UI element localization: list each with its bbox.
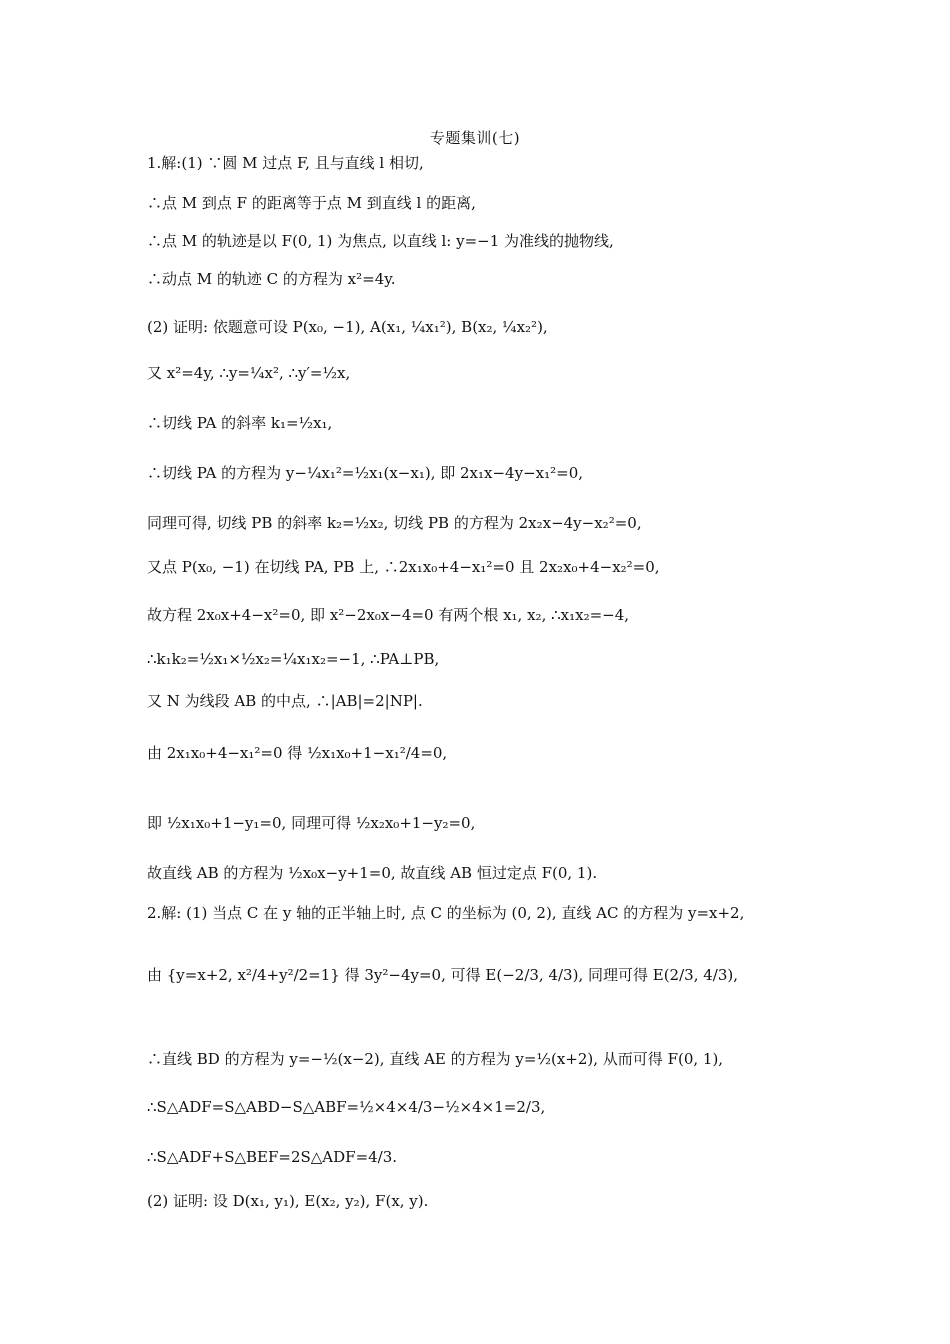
- text-line: 由 {y=x+2, x²/4+y²/2=1} 得 3y²−4y=0, 可得 E(−2/3, 4/3), 同理可得 E(2/3, 4/3),: [147, 966, 738, 984]
- text-line: 即 ½x₁x₀+1−y₁=0, 同理可得 ½x₂x₀+1−y₂=0,: [147, 814, 476, 832]
- page-title: 专题集训(七): [429, 129, 521, 147]
- text-line: (2) 证明: 依题意可设 P(x₀, −1), A(x₁, ¼x₁²), B(x₂, ¼x₂²),: [147, 318, 548, 336]
- text-line: ∴k₁k₂=½x₁×½x₂=¼x₁x₂=−1, ∴PA⊥PB,: [147, 650, 440, 668]
- text-line: ∴动点 M 的轨迹 C 的方程为 x²=4y.: [147, 270, 396, 288]
- text-line: ∴S△ADF=S△ABD−S△ABF=½×4×4/3−½×4×1=2/3,: [147, 1098, 546, 1116]
- text-line: 由 2x₁x₀+4−x₁²=0 得 ½x₁x₀+1−x₁²/4=0,: [147, 744, 448, 762]
- text-line: ∴直线 BD 的方程为 y=−½(x−2), 直线 AE 的方程为 y=½(x+2), 从而可得 F(0, 1),: [147, 1050, 724, 1068]
- text-line: 2.解: (1) 当点 C 在 y 轴的正半轴上时, 点 C 的坐标为 (0, 2), 直线 AC 的方程为 y=x+2,: [147, 904, 745, 922]
- text-line: 又点 P(x₀, −1) 在切线 PA, PB 上, ∴2x₁x₀+4−x₁²=0 且 2x₂x₀+4−x₂²=0,: [147, 558, 660, 576]
- text-line: 1.解:(1) ∵圆 M 过点 F, 且与直线 l 相切,: [147, 154, 424, 172]
- text-line: 又 x²=4y, ∴y=¼x², ∴y′=½x,: [147, 364, 351, 382]
- text-line: 故方程 2x₀x+4−x²=0, 即 x²−2x₀x−4=0 有两个根 x₁, x₂, ∴x₁x₂=−4,: [147, 606, 630, 624]
- text-line: 故直线 AB 的方程为 ½x₀x−y+1=0, 故直线 AB 恒过定点 F(0, 1).: [147, 864, 598, 882]
- text-line: 同理可得, 切线 PB 的斜率 k₂=½x₂, 切线 PB 的方程为 2x₂x−4y−x₂²=0,: [147, 514, 642, 532]
- text-line: (2) 证明: 设 D(x₁, y₁), E(x₂, y₂), F(x, y).: [147, 1192, 429, 1210]
- text-line: ∴切线 PA 的斜率 k₁=½x₁,: [147, 414, 333, 432]
- text-line: ∴点 M 到点 F 的距离等于点 M 到直线 l 的距离,: [147, 194, 476, 212]
- text-line: ∴S△ADF+S△BEF=2S△ADF=4/3.: [147, 1148, 398, 1166]
- text-line: ∴切线 PA 的方程为 y−¼x₁²=½x₁(x−x₁), 即 2x₁x−4y−x₁²=0,: [147, 464, 584, 482]
- text-line: ∴点 M 的轨迹是以 F(0, 1) 为焦点, 以直线 l: y=−1 为准线的抛物线,: [147, 232, 614, 250]
- text-line: 又 N 为线段 AB 的中点, ∴|AB|=2|NP|.: [147, 692, 423, 710]
